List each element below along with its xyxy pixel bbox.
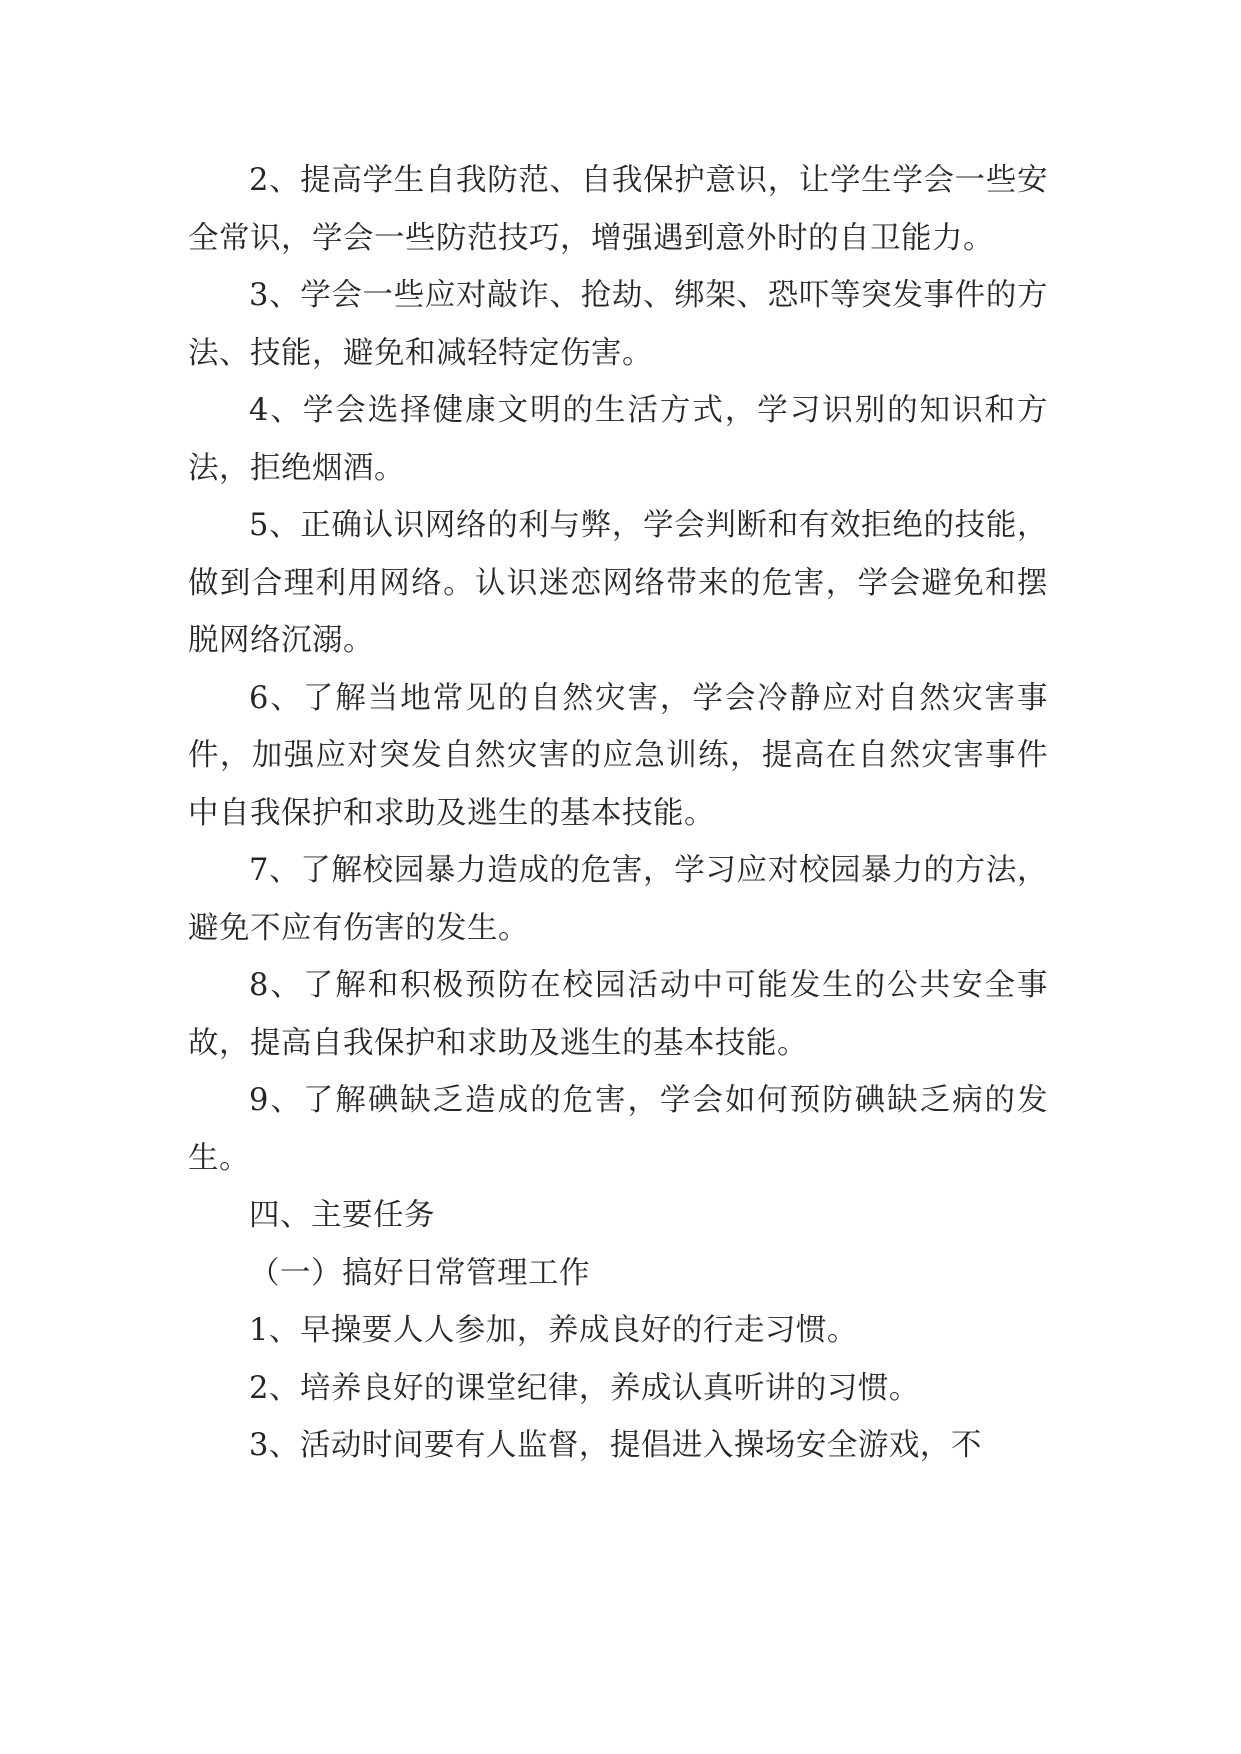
task-item-1: 1、早操要人人参加，养成良好的行走习惯。 xyxy=(249,1313,858,1348)
paragraph-item-7: 7、了解校园暴力造成的危害，学习应对校园暴力的方法，避免不应有伤害的发生。 xyxy=(188,853,1048,946)
paragraph-item-9: 9、了解碘缺乏造成的危害，学会如何预防碘缺乏病的发生。 xyxy=(188,1083,1048,1176)
task-item-2: 2、培养良好的课堂纪律，养成认真听讲的习惯。 xyxy=(249,1370,920,1406)
paragraph-item-6: 6、了解当地常见的自然灾害，学会冷静应对自然灾害事件，加强应对突发自然灾害的应急训练，提高在自然灾害事件中自我保护和求助及逃生的基本技能。 xyxy=(188,680,1048,831)
section-heading-main-tasks: 四、主要任务 xyxy=(249,1198,435,1233)
paragraph-item-4: 4、学会选择健康文明的生活方式，学习识别的知识和方法，拒绝烟酒。 xyxy=(188,393,1048,486)
paragraph-item-2: 2、提高学生自我防范、自我保护意识，让学生学会一些安全常识，学会一些防范技巧，增强遇到意外时的自卫能力。 xyxy=(188,163,1048,256)
paragraph-item-3: 3、学会一些应对敲诈、抢劫、绑架、恐吓等突发事件的方法、技能，避免和减轻特定伤害。 xyxy=(188,278,1048,371)
subsection-heading-daily-management: （一）搞好日常管理工作 xyxy=(249,1255,590,1291)
paragraph-item-5: 5、正确认识网络的利与弊，学会判断和有效拒绝的技能，做到合理利用网络。认识迷恋网络带来的危害，学会避免和摆脱网络沉溺。 xyxy=(188,508,1048,658)
document-body xyxy=(188,152,1048,1475)
task-item-3: 3、活动时间要有人监督，提倡进入操场安全游戏，不 xyxy=(249,1428,982,1463)
paragraph-item-8: 8、了解和积极预防在校园活动中可能发生的公共安全事故，提高自我保护和求助及逃生的基本技能。 xyxy=(188,968,1048,1061)
